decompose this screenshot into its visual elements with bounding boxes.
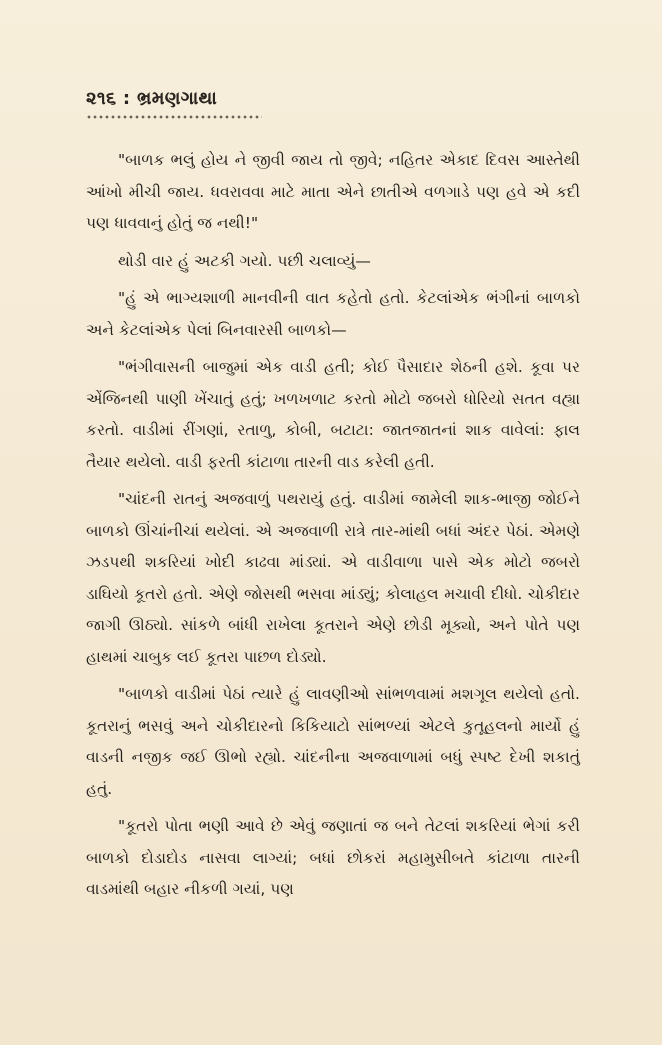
- paragraph: "બાળક ભલું હોય ને જીવી જાય તો જીવે; નહિતર એકાદ દિવસ આસ્તેથી આંખો મીચી જાય. ધવરાવવા માટે માતા એને છાતીએ વળગાડે પણ હવે એ કદી પણ ધાવવાનું હોતું જ નથી!": [86, 151, 580, 232]
- paragraph: "ચાંદની રાતનું અજવાળું પથરાયું હતું. વાડીમાં જામેલી શાક-ભાજી જોઈને બાળકો ઊંચાંનીચાં થયેલાં. એ અજવાળી રાત્રે તાર-માંથી બધાં અંદર પેઠાં. એમણે ઝડપથી શકરિયાં ખોદી કાઢવા માંડ્યાં. એ વાડીવાળા પાસે એક મોટો જબરો ડાઘિયો કૂતરો હતો. એણે જોસથી ભસવા માંડ્યું; કોલાહલ મચાવી દીધો. ચોકીદાર જાગી ઊઠ્યો. સાંકળે બાંધી રાખેલા કૂતરાને એણે છોડી મૂક્યો, અને પોતે પણ હાથમાં ચાબુક લઈ કૂતરા પાછળ દોડ્યો.: [86, 490, 580, 666]
- body-text: [86, 145, 580, 906]
- paragraph: થોડી વાર હું અટકી ગયો. પછી ચલાવ્યું—: [118, 251, 371, 270]
- header-underline: [86, 115, 262, 120]
- paragraph: "ભંગીવાસની બાજુમાં એક વાડી હતી; કોઈ પૈસાદાર શેઠની હશે. કૂવા પર એંજિનથી પાણી ખેંચાતું હતું; ખળખળાટ કરતો મોટો જબરો ધોરિયો સતત વહ્યા કરતો. વાડીમાં રીંગણાં, રતાળુ, કોબી, બટાટા: જાતજાતનાં શાક વાવેલાં: ફાલ તૈયાર થયેલો. વાડી ફરતી કાંટાળા તારની વાડ કરેલી હતી.: [86, 358, 580, 471]
- running-head: [86, 88, 217, 109]
- paragraph: "કૂતરો પોતા ભણી આવે છે એવું જણાતાં જ બને તેટલાં શકરિયાં ભેગાં કરી બાળકો દોડાદોડ નાસવા લાગ્યાં; બધાં છોકરાં મહામુસીબતે કાંટાળા તારની વાડમાંથી બહાર નીકળી ગયાં, પણ: [86, 817, 580, 898]
- page-number-and-title: ૨૧૬ : ભ્રમણગાથા: [86, 88, 218, 109]
- paragraph: "બાળકો વાડીમાં પેઠાં ત્યારે હું લાવણીઓ સાંભળવામાં મશગૂલ થયેલો હતો. કૂતરાનું ભસવું અને ચોકીદારનો કિકિયાટો સાંભળ્યાં એટલે કુતૂહલનો માર્યો હું વાડની નજીક જઈ ઊભો રહ્યો. ચાંદનીના અજવાળામાં બધું સ્પષ્ટ દેખી શકાતું હતું.: [86, 685, 580, 798]
- paragraph: "હું એ ભાગ્યશાળી માનવીની વાત કહેતો હતો. કેટલાંએક ભંગીનાં બાળકો અને કેટલાંએક પેલાં બિનવારસી બાળકો—: [86, 289, 580, 339]
